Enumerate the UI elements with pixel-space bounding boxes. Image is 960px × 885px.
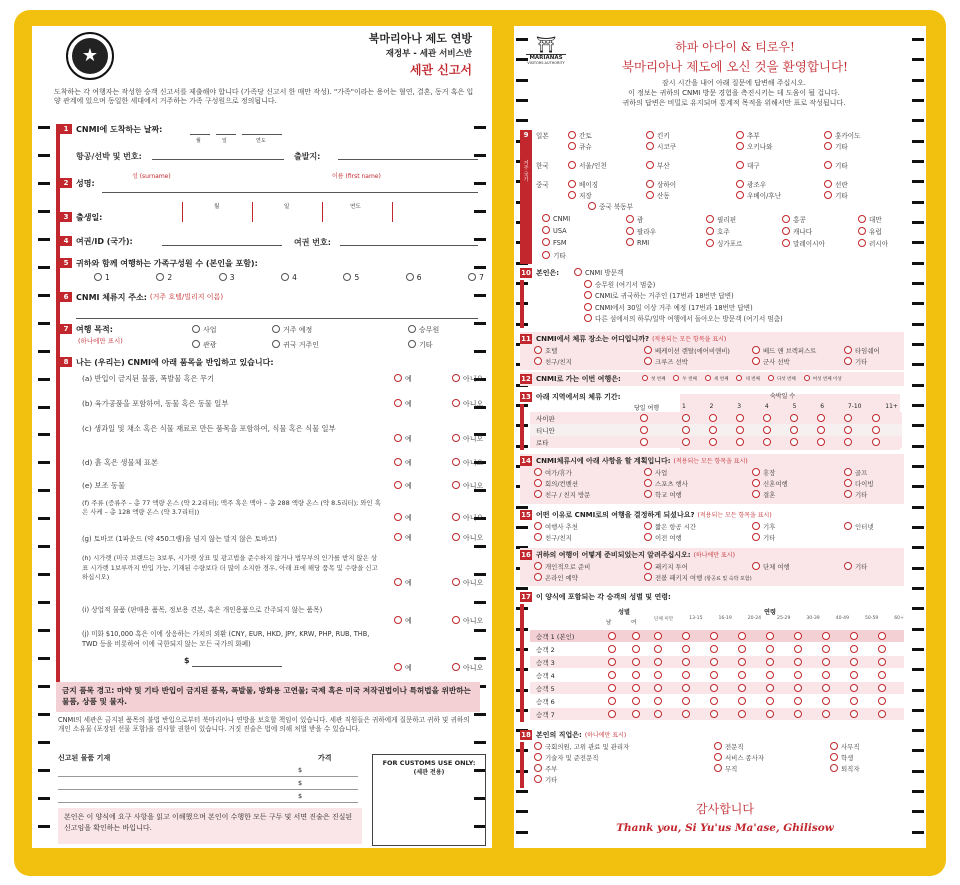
grid-radio[interactable] xyxy=(766,658,774,666)
grid-radio[interactable] xyxy=(850,697,858,705)
item-h-yes[interactable]: 예 xyxy=(394,578,412,588)
kr-daegu[interactable]: 대구 xyxy=(736,160,760,170)
grid-radio[interactable] xyxy=(710,632,718,640)
jp-kanto[interactable]: 간토 xyxy=(568,130,592,140)
address-field[interactable] xyxy=(76,318,478,319)
section-14: 14 CNMI체류시에 아래 사항을 할 계획입니다: (적용되는 모든 항목을 표시) xyxy=(521,457,748,465)
grid-radio[interactable] xyxy=(654,632,662,640)
section-7: 7 여행 목적: xyxy=(60,324,113,335)
arrival-year-field[interactable] xyxy=(242,134,282,135)
timing-marks-right xyxy=(912,26,924,848)
cn-shandong[interactable]: 산동 xyxy=(646,190,670,200)
grid-radio[interactable] xyxy=(709,426,717,434)
grid-radio[interactable] xyxy=(682,658,690,666)
grid-radio[interactable] xyxy=(817,426,825,434)
grid-radio[interactable] xyxy=(766,645,774,653)
grid-radio[interactable] xyxy=(794,697,802,705)
family-count-options xyxy=(94,273,484,282)
grid-radio[interactable] xyxy=(738,710,746,718)
item-d-yes[interactable]: 예 xyxy=(394,458,412,468)
grid-radio[interactable] xyxy=(710,710,718,718)
grid-radio[interactable] xyxy=(709,414,717,422)
currency-amount-field[interactable] xyxy=(192,666,282,667)
item-e: (e) 보조 동물 xyxy=(82,481,126,490)
value-label: 가격 xyxy=(318,754,332,762)
grid-radio[interactable] xyxy=(872,438,880,446)
grid-radio[interactable] xyxy=(763,414,771,422)
grid-radio[interactable] xyxy=(654,645,662,653)
department-subtitle: 재정부 - 세관 서비스반 xyxy=(385,49,472,59)
grid-radio[interactable] xyxy=(878,632,886,640)
item-f-no[interactable]: 아니오 xyxy=(452,513,483,523)
section-16: 16 귀하의 여행이 어떻게 준비되었는지 알려주십시오: (하나에만 표시) xyxy=(521,551,735,559)
section-15: 15 어떤 이유로 CNMI로의 여행을 결정하게 되셨나요? (적용되는 모든 항목을 표시) xyxy=(521,511,772,519)
grid-radio[interactable] xyxy=(682,645,690,653)
item-d: (d) 흙 혹은 생물체 표본 xyxy=(82,458,158,467)
visitor-survey-page: ⛩ MARIANAS VISITORS AUTHORITY 하파 아다이 & 티로우! 북마리아나 제도에 오신 것을 환영합니다! 잠시 시간을 내어 아래 질문에 답변해 주십시오. 이 정보는 귀하의 CNMI 방문 경험을 측진시키는 데 도움이 될 겁니다. 귀하의 답변은 비밀로 유지되며 통계적 목적을 위해서만 표로 작성됩니다. 9 거주 국가 일본 간토 킨키 추부 훗카이도 큐슈 시코쿠 오키나와 기타 한국 서울/인천 부산 대구 기타 중국 베이징 상하이 광조우 선란 저장 산동 우베이/후난 기타 중국 북동부 CNMI 괌 필리핀 홍콩 대만 USA 팔라우 호주 캐나다 유럽 FSM RMI 싱가포르 말레이시아 러시아 기타 10 본인은: CNMI 방문객 승무원 (여기서 멈춤) CNMI로 귀국하는 거주인 (17번과 18번만 답변) CNMI에서 30일 이상 거주 예정 (17번과 18번만 답변) 다른 섬에서의 하루/일박 여행에서 돌아오는 방문객 (여기서 멈춤) 11 CNMI에서 체류 장소는 어디입니까? (적용되는 모든 항목을 표시) 호텔 베케이션 렌탈(에어비앤비) 베드 앤 브렉퍼스트 타임쉐어 친구/친지 크루즈 선박 군사 선박 기타 12 CNMI로 가는 이번 여행은: 첫 번째 두 번째 세 번째 네 번째 다섯 번째 여섯 번째 이상 13 아래 지역에서의 체류 기간: 숙박일 수 당일 여행 1 2 3 4 5 6 7-10 11+ 사이판 티니안 로타 14 CNMI체류시에 아래 사항을 할 계획입니다: (적용되는 모든 항목을 표시) 여가/휴가 사업 휴장 골프 회의/컨벤션 스포츠 행사 신혼여행 다이빙 친구 / 친지 방문 학교 여행 결혼 기타 15 어떤 이유로 CNMI로의 여행을 결정하게 되셨나요? (적용되는 모든 항목을 표시) 여행사 추천 짧은 항공 시간 기후 인터넷 친구/친지 이전 여행 기타 16 귀하의 여행이 어떻게 준비되었는지 알려주십시오: (하나에만 표시) 개인적으로 준비 패키지 투어 단체 여행 기타 온라인 예약 전볼 패키지 여행 (항공료 및 숙박 포함) 17 이 양식에 포함되는 각 승객의 성별 및 연령: 성별 연령 남 여 단체 미만 13-15 16-19 20-24 25-29 30-39 40-49 50-59 60+ 승객 1 (본인) 승객 2 승객 3 승객 4 승객 5 승객 6 승객 7 18 본인의 직업은: (하나에만 표시) 국회의원, 고위 관료 및 관리자 전문직 사무직 기술자 및 준전문직 서비스 종사자 학생 주부 무직 퇴직자 기타 감사합니다 Thank you, Si Yu'us Ma'ase, Ghilisow xyxy=(514,26,926,848)
item-j: (j) 미화 $10,000 혹은 이에 상응하는 가치의 외환 (CNY, EUR, HKD, JPY, KRW, PHP, RUB, THB, TWD 등을 비롯하여 이에 국한되지 않는 모든 국가의 화폐) xyxy=(82,630,370,648)
grid-radio[interactable] xyxy=(640,426,648,434)
grid-radio[interactable] xyxy=(654,684,662,692)
purpose-crew[interactable]: 승무원 xyxy=(408,325,439,335)
grid-radio[interactable] xyxy=(850,645,858,653)
grid-radio[interactable] xyxy=(608,645,616,653)
grid-radio[interactable] xyxy=(822,697,830,705)
grid-radio[interactable] xyxy=(709,438,717,446)
government-title: 북마리아나 제도 연방 xyxy=(368,32,472,45)
section-9-bar: 9 거주 국가 xyxy=(520,130,532,264)
grid-radio[interactable] xyxy=(766,710,774,718)
grid-radio[interactable] xyxy=(654,658,662,666)
kr-busan[interactable]: 부산 xyxy=(646,160,670,170)
jp-hokkaido[interactable]: 훗카이도 xyxy=(824,130,860,140)
greeting-line-1: 하파 아다이 & 티로우! xyxy=(675,40,795,54)
survey-intro: 잠시 시간을 내어 아래 질문에 답변해 주십시오. 이 정보는 귀하의 CNMI 방문 경험을 측진시키는 데 도움이 될 겁니다. 귀하의 답변은 비밀로 유지되며 통계적 목적을 위해서만 표로 작성됩니다. xyxy=(622,79,846,108)
grid-radio[interactable] xyxy=(632,697,640,705)
grid-radio[interactable] xyxy=(822,710,830,718)
name-field[interactable] xyxy=(102,192,478,193)
grid-radio[interactable] xyxy=(710,658,718,666)
flight-field[interactable] xyxy=(152,159,284,160)
section-18: 18 본인의 직업은: (하나에만 표시) xyxy=(521,731,627,739)
section-6: 6 CNMI 체류지 주소: (거주 호텔/빌리지 이름) xyxy=(60,292,223,303)
grid-radio[interactable] xyxy=(710,697,718,705)
kr-seoul[interactable]: 서울/인천 xyxy=(568,160,607,170)
grid-radio[interactable] xyxy=(817,438,825,446)
grid-radio[interactable] xyxy=(632,645,640,653)
grid-radio[interactable] xyxy=(794,671,802,679)
item-c-yes[interactable]: 예 xyxy=(394,434,412,444)
purpose-tourism[interactable]: 관광 xyxy=(192,340,217,350)
grid-radio[interactable] xyxy=(710,671,718,679)
grid-radio[interactable] xyxy=(766,671,774,679)
grid-radio[interactable] xyxy=(632,671,640,679)
grid-radio[interactable] xyxy=(682,426,690,434)
section-13: 13 아래 지역에서의 체류 기간: xyxy=(521,393,621,401)
grid-radio[interactable] xyxy=(850,684,858,692)
grid-radio[interactable] xyxy=(682,632,690,640)
item-j-yes[interactable]: 예 xyxy=(394,663,412,673)
grid-radio[interactable] xyxy=(738,684,746,692)
item-a-no[interactable]: 아니오 xyxy=(452,374,483,384)
grid-radio[interactable] xyxy=(878,658,886,666)
grid-radio[interactable] xyxy=(822,671,830,679)
cn-shenzhen[interactable]: 선란 xyxy=(824,179,848,189)
declared-items-label: 신고된 물품 기재 xyxy=(58,754,111,762)
grid-radio[interactable] xyxy=(654,671,662,679)
passport-number-field[interactable] xyxy=(340,245,478,246)
section-1: 1 CNMI에 도착하는 날짜: 월 일 연도 xyxy=(60,124,480,135)
customs-duty-text: CNMI의 세관은 금지된 품목의 불법 반입으로부터 북마리아나 연방을 보호할 책임이 있습니다. 세관 직원들은 귀하에게 질문하고 귀하 및 귀하의 개인 소유물 (포장된 선물 포함)을 검사할 권한이 있습니다. 거짓 진술은 법에 의해 처벌 받을 수 있습니다. xyxy=(58,716,470,734)
grid-radio[interactable] xyxy=(878,684,886,692)
item-f-yes[interactable]: 예 xyxy=(394,513,412,523)
item-i: (i) 상업적 물품 (판매용 품목, 정보용 견본, 혹은 개인용품으로 간주되지 않는 품목) xyxy=(82,606,323,614)
grid-radio[interactable] xyxy=(640,438,648,446)
flight-label: 항공/선박 및 번호: xyxy=(76,152,142,161)
origin-field[interactable] xyxy=(338,159,478,160)
item-g-no[interactable]: 아니오 xyxy=(452,533,483,543)
grid-radio[interactable] xyxy=(738,658,746,666)
item-e-no[interactable]: 아니오 xyxy=(452,481,483,491)
grid-radio[interactable] xyxy=(682,697,690,705)
age-columns: 단체 미만 13-15 16-19 20-24 25-29 30-39 40-49 50-59 60+ xyxy=(654,616,904,622)
grid-radio[interactable] xyxy=(766,632,774,640)
grid-radio[interactable] xyxy=(790,426,798,434)
grid-radio[interactable] xyxy=(632,684,640,692)
family-count-6[interactable]: 6 xyxy=(406,273,422,282)
grid-radio[interactable] xyxy=(682,684,690,692)
passport-country-field[interactable] xyxy=(162,245,282,246)
item-h-no[interactable]: 아니오 xyxy=(452,578,483,588)
marianas-logo: ⛩ MARIANAS VISITORS AUTHORITY xyxy=(527,35,565,65)
item-d-no[interactable]: 아니오 xyxy=(452,458,483,468)
grid-radio[interactable] xyxy=(632,658,640,666)
grid-radio[interactable] xyxy=(736,414,744,422)
cn-hubei[interactable]: 우베이/후난 xyxy=(736,190,781,200)
visitor-type-options: CNMI 방문객 승무원 (여기서 멈춤) CNMI로 귀국하는 거주인 (17번과 18번만 답변) CNMI에서 30일 이상 거주 예정 (17번과 18번만 답변) 다른 섬에서의 하루/일박 여행에서 돌아오는 방문객 (여기서 멈춤) xyxy=(574,268,783,326)
item-g-yes[interactable]: 예 xyxy=(394,533,412,543)
grid-radio[interactable] xyxy=(794,632,802,640)
origin-label: 출발지: xyxy=(294,152,321,161)
latte-stone-icon: ⛩ xyxy=(535,35,557,54)
purpose-other[interactable]: 기타 xyxy=(408,340,433,350)
grid-radio[interactable] xyxy=(844,438,852,446)
grid-radio[interactable] xyxy=(794,645,802,653)
grid-radio[interactable] xyxy=(608,710,616,718)
intro-text: 도착하는 각 여행자는 작성한 승객 신고서를 제출해야 합니다 (가족당 신고서 한 매만 작성). "가족"이라는 용어는 혈연, 결혼, 동거 혹은 입양 관계에 있으며 동일한 세대에서 거주하는 가족 구성원으로 정의됩니다. xyxy=(54,88,474,106)
grid-radio[interactable] xyxy=(844,414,852,422)
grid-radio[interactable] xyxy=(794,710,802,718)
jp-other[interactable]: 기타 xyxy=(824,141,848,151)
jp-kinki[interactable]: 킨키 xyxy=(646,130,670,140)
item-g: (g) 토바코 (1파운드 (약 450그램)을 넘지 않는 말지 않은 토바코) xyxy=(82,535,277,543)
cn-northeast[interactable]: 중국 북동부 xyxy=(588,201,633,211)
grid-radio[interactable] xyxy=(878,710,886,718)
grid-radio[interactable] xyxy=(710,645,718,653)
grid-radio[interactable] xyxy=(850,710,858,718)
grid-radio[interactable] xyxy=(844,426,852,434)
cnmi-seal-icon: ★ xyxy=(66,32,114,80)
grid-radio[interactable] xyxy=(710,684,718,692)
section-2: 2 성명: xyxy=(60,178,95,189)
jp-kyushu[interactable]: 큐슈 xyxy=(568,141,592,151)
grid-radio[interactable] xyxy=(872,414,880,422)
visit-count-options: 첫 번째 두 번째 세 번째 네 번째 다섯 번째 여섯 번째 이상 xyxy=(642,375,842,382)
grid-radio[interactable] xyxy=(608,658,616,666)
item-h: (h) 시가렛 (미국 브랜드는 3보루, 시가렛 상표 및 광고법을 준수하지 않거나 법무부의 인가를 받지 않은 상표 시가렛 1보루까지 반입 가능, 기재된 수량보다 더 많이 소지한 경우, 아래 표에 해당 품목 및 수량을 신고하십시오) xyxy=(82,554,378,582)
grid-radio[interactable] xyxy=(608,671,616,679)
grid-radio[interactable] xyxy=(654,710,662,718)
section-4: 4 여권/ID (국가): xyxy=(60,236,133,247)
grid-radio[interactable] xyxy=(794,658,802,666)
grid-radio[interactable] xyxy=(682,438,690,446)
item-b-no[interactable]: 아니오 xyxy=(452,399,483,409)
birth-year-field[interactable] xyxy=(322,202,323,222)
section-12: 12 CNMI로 가는 이번 여행은: xyxy=(521,375,621,383)
section-5: 5 귀하와 함께 여행하는 가족구성원 수 (본인을 포함): xyxy=(60,258,258,269)
item-e-yes[interactable]: 예 xyxy=(394,481,412,491)
grid-radio[interactable] xyxy=(790,414,798,422)
grid-radio[interactable] xyxy=(878,645,886,653)
arrival-month-field[interactable] xyxy=(190,134,210,135)
cn-shanghai[interactable]: 상하이 xyxy=(646,179,676,189)
section-10: 10 본인은: xyxy=(521,269,560,277)
grid-radio[interactable] xyxy=(822,632,830,640)
grid-radio[interactable] xyxy=(632,710,640,718)
grid-radio[interactable] xyxy=(766,684,774,692)
grid-radio[interactable] xyxy=(794,684,802,692)
item-b: (b) 육가공품을 포함하여, 동물 혹은 동물 일부 xyxy=(82,399,229,408)
kr-other[interactable]: 기타 xyxy=(824,160,848,170)
grid-radio[interactable] xyxy=(738,632,746,640)
grid-radio[interactable] xyxy=(878,697,886,705)
section-bar xyxy=(56,124,60,684)
customs-use-box: FOR CUSTOMS USE ONLY: (세관 전용) xyxy=(372,754,486,846)
timing-marks-left xyxy=(38,26,50,848)
grid-radio[interactable] xyxy=(682,414,690,422)
section-3: 3 출생일: xyxy=(60,212,102,223)
grid-radio[interactable] xyxy=(682,671,690,679)
item-c-no[interactable]: 아니오 xyxy=(452,434,483,444)
grid-radio[interactable] xyxy=(850,671,858,679)
cn-guangzhou[interactable]: 광조우 xyxy=(736,179,766,189)
cn-zhejiang[interactable]: 저장 xyxy=(568,190,592,200)
purpose-business[interactable]: 사업 xyxy=(192,325,217,335)
grid-radio[interactable] xyxy=(817,414,825,422)
cn-beijing[interactable]: 베이징 xyxy=(568,179,598,189)
item-a: (a) 반입이 금지된 물품, 폭발물 혹은 무기 xyxy=(82,374,215,383)
grid-radio[interactable] xyxy=(682,710,690,718)
family-count-7[interactable]: 7 xyxy=(468,273,484,282)
section-11: 11 CNMI에서 체류 장소는 어디입니까? (적용되는 모든 항목을 표시) xyxy=(521,335,727,343)
grid-radio[interactable] xyxy=(640,414,648,422)
item-i-yes[interactable]: 예 xyxy=(394,616,412,626)
cn-other[interactable]: 기타 xyxy=(824,190,848,200)
section-8: 8 나는 (우리는) CNMI에 아래 품목을 반입하고 있습니다: xyxy=(60,357,274,368)
item-b-yes[interactable]: 예 xyxy=(394,399,412,409)
grid-radio[interactable] xyxy=(872,426,880,434)
grid-radio[interactable] xyxy=(766,697,774,705)
greeting-line-2: 북마리아나 제도에 오신 것을 환영합니다! xyxy=(621,59,849,74)
grid-radio[interactable] xyxy=(790,438,798,446)
item-a-yes[interactable]: 예 xyxy=(394,374,412,384)
section-17: 17 이 양식에 포함되는 각 승객의 성별 및 연령: xyxy=(521,593,671,601)
grid-radio[interactable] xyxy=(608,684,616,692)
prohibited-warning: 금지 품목 경고: 마약 및 기타 반입이 금지된 품목, 폭발물, 방화용 고연물; 국제 혹은 미국 저작권법이나 특허법을 위반하는 물품, 상품 및 물자. xyxy=(56,682,480,712)
item-c: (c) 생과일 및 채소 혹은 식물 재료로 만든 품목을 포함하여, 식물 혹은 식물 일부 xyxy=(82,424,336,433)
item-f: (f) 주류 (증류주 – 총 77 액량 온스 (약 2.2리터); 맥주 혹은 맥아 – 총 288 액량 온스 (약 8.5리터); 와인 혹은 사케 – 총 128 액량 온스 (약 3.7리터)) xyxy=(82,499,381,516)
family-count-3[interactable]: 3 xyxy=(219,273,235,282)
jp-okinawa[interactable]: 오키나와 xyxy=(736,141,772,151)
grid-radio[interactable] xyxy=(822,658,830,666)
grid-radio[interactable] xyxy=(608,697,616,705)
grid-radio[interactable] xyxy=(878,671,886,679)
family-count-4[interactable]: 4 xyxy=(281,273,297,282)
grid-radio[interactable] xyxy=(850,632,858,640)
grid-radio[interactable] xyxy=(763,438,771,446)
form-title: 세관 신고서 xyxy=(409,63,472,77)
declared-items-table[interactable]: $ $ $ xyxy=(58,764,358,803)
item-i-no[interactable]: 아니오 xyxy=(452,616,483,626)
grid-radio[interactable] xyxy=(654,697,662,705)
grid-radio[interactable] xyxy=(736,426,744,434)
jp-chubu[interactable]: 추부 xyxy=(736,130,760,140)
purpose-returning[interactable]: 귀국 거주인 xyxy=(272,340,319,350)
nights-columns: 1 2 3 4 5 6 7-10 11+ xyxy=(682,403,898,410)
purpose-residence[interactable]: 거주 예정 xyxy=(272,325,312,335)
grid-radio[interactable] xyxy=(738,697,746,705)
arrival-day-field[interactable] xyxy=(216,134,236,135)
customs-declaration-page: ★ 북마리아나 제도 연방 재정부 - 세관 서비스반 세관 신고서 도착하는 각 여행자는 작성한 승객 신고서를 제출해야 합니다 (가족당 신고서 한 매만 작성). "가족"이라는 용어는 혈연, 결혼, 동거 혹은 입양 관계에 있으며 동일한 세대에서 거주하는 가족 구성원으로 정의됩니다. 1 CNMI에 도착하는 날짜: 월 일 연도 항공/선박 및 번호: 출발지: 2 성명: 성 (surname) 이름 (first name) 3 출생일: 월 일 연도 4 여권/ID (국가): 여권 번호: 5 귀하와 함께 여행하는 가족구성원 수 (본인을 포함): 1 2 3 4 5 6 7 6 CNMI 체류지 주소: (거주 호텔/빌리지 이름) 7 여행 목적: (하나에만 표시) 사업 거주 예정 승무원 관광 귀국 거주인 기타 8 나는 (우리는) CNMI에 아래 품목을 반입하고 있습니다: (a) 반입이 금지된 물품, 폭발물 혹은 무기 (b) 육가공품을 포함하여, 동물 혹은 동물 일부 (c) 생과일 및 채소 혹은 식물 재료로 만든 품목을 포함하여, 식물 혹은 식물 일부 (d) 흙 혹은 생물체 표본 (e) 보조 동물 (f) 주류 (증류주 – 총 77 액량 온스 (약 2.2리터); 맥주 혹은 맥아 – 총 288 액량 온스 (약 8.5리터); 와인 혹은 사케 – 총 128 액량 온스 (약 3.7리터)) (g) 토바코 (1파운드 (약 450그램)을 넘지 않는 말지 않은 토바코) (h) 시가렛 (미국 브랜드는 3보루, 시가렛 상표 및 광고법을 준수하지 않거나 법무부의 인가를 받지 않은 상표 시가렛 1보루까지 반입 가능, 기재된 수량보다 더 많이 소지한 경우, 아래 표에 해당 품목 및 수량을 신고하십시오) (i) 상업적 물품 (판매용 품목, 정보용 견본, 혹은 개인용품으로 간주되지 않는 품목) (j) 미화 $10,000 혹은 이에 상응하는 가치의 외환 (CNY, EUR, HKD, JPY, KRW, PHP, RUB, THB, TWD 등을 비롯하여 이에 국한되지 않는 모든 국가의 화폐) $ 예 아니오 예 아니오 예 아니오 예 아니오 예 아니오 예 아니오 예 아니오 예 아니오 예 아니오 예 아니오 금지 품목 경고: 마약 및 기타 반입이 금지된 품목, 폭발물, 방화용 고연물; 국제 혹은 미국 저작권법이나 특허법을 위반하는 물품, 상품 및 물자. CNMI의 세관은 금지된 품목의 불법 반입으로부터 북마리아나 연방을 보호할 책임이 있습니다. 세관 직원들은 귀하에게 질문하고 귀하 및 귀하의 개인 소유물 (포장된 선물 포함)을 검사할 권한이 있습니다. 거짓 진술은 법에 의해 처벌 받을 수 있습니다. 신고된 물품 기재 가격 $ $ $ FOR CUSTOMS USE ONLY: (세관 전용) 본인은 이 양식에 요구 사항을 읽고 이해했으며 본인이 수행한 모든 구두 및 서면 진술은 진실된 신고임을 확인하는 바입니다. xyxy=(32,26,492,848)
family-count-5[interactable]: 5 xyxy=(343,273,359,282)
grid-radio[interactable] xyxy=(822,684,830,692)
grid-radio[interactable] xyxy=(850,658,858,666)
item-j-no[interactable]: 아니오 xyxy=(452,663,483,673)
jp-shikoku[interactable]: 시코쿠 xyxy=(646,141,676,151)
birth-day-field[interactable] xyxy=(252,202,253,222)
family-count-2[interactable]: 2 xyxy=(156,273,172,282)
grid-radio[interactable] xyxy=(632,632,640,640)
grid-radio[interactable] xyxy=(763,426,771,434)
grid-radio[interactable] xyxy=(822,645,830,653)
grid-radio[interactable] xyxy=(736,438,744,446)
grid-radio[interactable] xyxy=(738,645,746,653)
grid-radio[interactable] xyxy=(738,671,746,679)
thank-you: 감사합니다 Thank you, Si Yu'us Ma'ase, Ghilisow xyxy=(616,802,834,834)
grid-radio[interactable] xyxy=(608,632,616,640)
family-count-1[interactable]: 1 xyxy=(94,273,110,282)
attestation-text: 본인은 이 양식에 요구 사항을 읽고 이해했으며 본인이 수행한 모든 구두 및 서면 진술은 진실된 신고임을 확인하는 바입니다. xyxy=(58,808,362,844)
